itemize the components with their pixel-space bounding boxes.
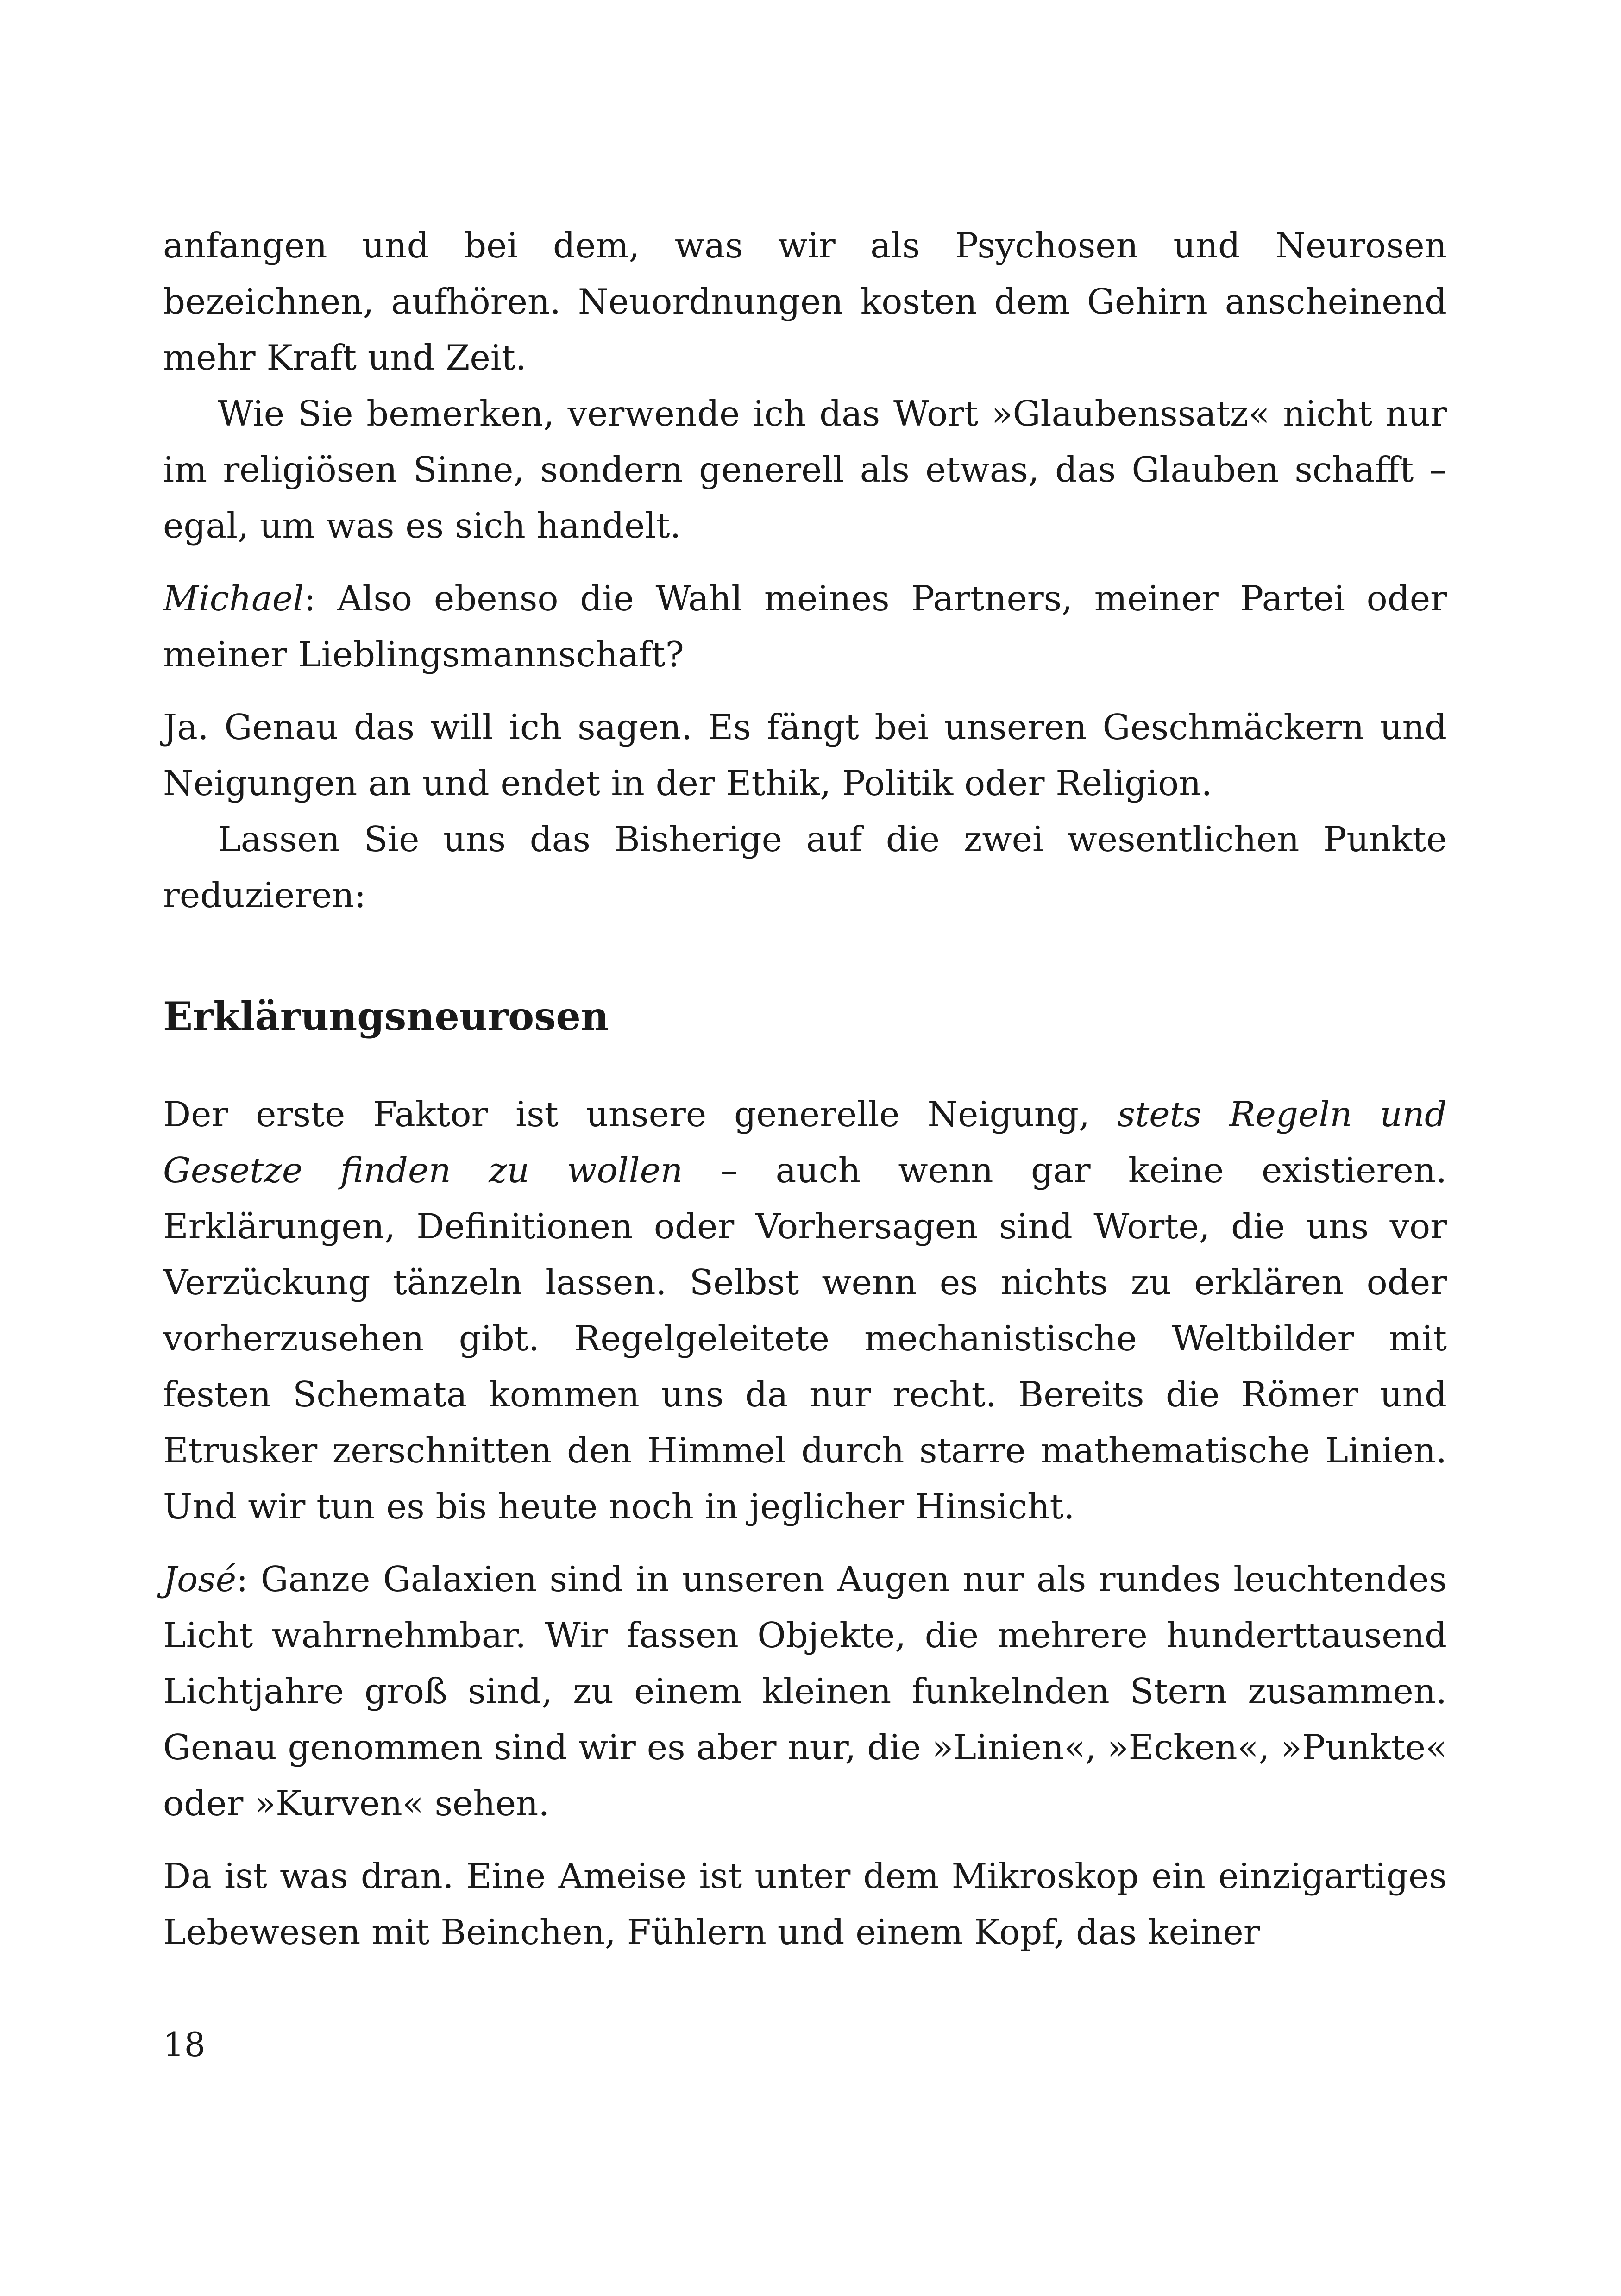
dialogue-text: : Also ebenso die Wahl meines Partners, meiner Partei oder meiner Lieblingsmannschaft? [163, 578, 1447, 675]
text-before-emphasis: Der erste Faktor ist unsere generelle Neigung, [163, 1094, 1118, 1135]
dialogue-text: : Ganze Galaxien sind in unseren Augen nur als rundes leuchtendes Licht wahrnehmbar. Wir fassen Objekte, die mehrere hunderttausend Lichtjahre groß sind, zu einem kleinen funkelnden Stern zusammen. Genau genommen sind wir es aber nur, die »Linien«, »Ecken«, »Punkte« oder »Kurven« sehen. [163, 1559, 1447, 1824]
paragraph-section-intro [163, 1086, 1447, 1535]
speaker-name: José [163, 1559, 237, 1600]
page-number: 18 [163, 2025, 206, 2064]
emphasized-phrase: stets Regeln und Gesetze finden zu wollen [163, 1094, 1447, 1191]
paragraph-reduce: Lassen Sie uns das Bisherige auf die zwei wesentlichen Punkte reduzieren: [163, 819, 1447, 916]
speaker-name: Michael [163, 578, 304, 619]
dialogue-jose [163, 1551, 1447, 1832]
paragraph-continuation: anfangen und bei dem, was wir als Psychosen und Neurosen bezeichnen, aufhören. Neuordnungen kosten dem Gehirn anscheinend mehr Kraft und Zeit. [163, 225, 1447, 378]
page-body [163, 218, 1447, 1960]
paragraph-ameise: Da ist was dran. Eine Ameise ist unter dem Mikroskop ein einzigartiges Lebewesen mit Beinchen, Fühlern und einem Kopf, das keiner [163, 1856, 1447, 1952]
section-heading: Erklärungsneurosen [163, 993, 609, 1039]
paragraph-answer: Ja. Genau das will ich sagen. Es fängt bei unseren Geschmäckern und Neigungen an und endet in der Ethik, Politik oder Religion. [163, 707, 1447, 803]
paragraph-glaubenssatz: Wie Sie bemerken, verwende ich das Wort »Glaubenssatz« nicht nur im religiösen Sinne, sondern generell als etwas, das Glauben schafft – egal, um was es sich handelt. [163, 393, 1447, 546]
dialogue-michael [163, 571, 1447, 683]
text-after-emphasis: – auch wenn gar keine existieren. Erklärungen, Definitionen oder Vorhersagen sind Worte, die uns vor Verzückung tänzeln lassen. Selbst wenn es nichts zu erklären oder vorherzusehen gibt. Regelgeleitete mechanistische Weltbilder mit festen Schemata kommen uns da nur recht. Bereits die Römer und Etrusker zerschnitten den Himmel durch starre mathematische Linien. Und wir tun es bis heute noch in jeglicher Hinsicht. [163, 1150, 1447, 1527]
